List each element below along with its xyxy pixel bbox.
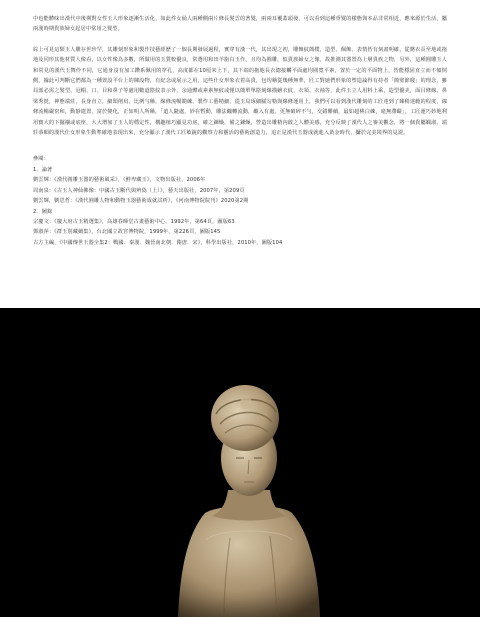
article-paragraph-1: 中也能體味出漢代中後期對女性玉人形象逐漸生活化，如此件女俑人兩種側兩片條長髮雲的著髮，兩兩耳覆蓋頭發，可以看到這種垂髮的樣態與本品非常相近，應來源於生活，屬兩漢時期貴族婦女起居中常用之髮型。 (33, 16, 447, 33)
reference-item: 古方主編，《中國傳世玉器全集2：戰國．秦漢．魏晉南北朝．隋唐．宋》，科學出版社，2010年，圖版104 (33, 239, 283, 246)
jade-figure-photo (0, 308, 480, 617)
jade-figure-illustration (0, 308, 480, 617)
references-section-2-label: 2．圖錄 (33, 208, 53, 215)
reference-item: 劉雲輝：《漢代圓雕玉器的藝術風采》，《鮮卑藏玉》，文物出版社，2006年 (33, 177, 206, 184)
reference-item: 鄧淑萍：《群玉別藏續集》，台北國立故宮博物院，1999年，第226頁，圖版145 (33, 229, 221, 236)
article-text (33, 14, 447, 248)
references-heading: 參閱： (33, 156, 49, 163)
reference-item: 宗慶文：《慶大府古玉精選集》，高雄春暉堂古畫藝術中心，1992年，第64頁，圖版63 (33, 218, 235, 225)
reference-item: 劉雲輝，劉思哲：《漢代圓雕人物和動物玉器藝術成就試析》，《河南博物院院刊》2020第2期 (33, 198, 249, 205)
references-section-1-label: 1．論著 (33, 166, 53, 173)
article-paragraph-2: 綜上可見這類玉人雕存世珍罕，其雕刻形象和製作技藝經歷了一個長期發展過程，實穿有漢一代，其出現之初，雕飾紋簡樸，造型、佩飾、表情皆有刻畫明確，從斃衣長至地或拖地及同形其他材質人像看，以女性像為多數，所做用的玉質較優良，常選用和田羊脂白玉作，且均為圓雕，似貴族婦女之像，故推測其器置為上層貴族之物，另外，這種圓雕玉人和常見的漢代玉舞伶不同，它通身沒有加工鑽系佩用的穿孔，高度都在10厘米上下，其下端的拖地長衣總接觸平面處均圓寬平素，置於一定的平面物上，皆能穩固直立而不傾倒側，據此可判斷它們都為一種置設平台上的陳設物，有紀念或展示之用，這些什女形象衣着高貴，包均稱從幾種無華，匠工對她們形象的塑造論得有持者「簡璧節賤」的理念，雖局部必需之髮型、冠帽、口、目和鼻子等處用數道陰紋表示外，余通體或素素無紋或僅以簡單單陰刻線描繪衣紋，衣領、衣袖等，此件玉立人用料上乘，造型優美，面目條線，鼻梁秀挺，神態端莊，長身直立，細頸削肩，比例勻稱，線條流暢簡練，製作工藝精細，從玉局琢細膩勾勒與線條運用上，我們可以看到漢代雕刻的工匠達到了臻稍達範的程度，線條流暢嚴密和，動靜遣置，富於變化，正如明人所稱，「道人隨處，妙在暫動，雕法纏轉流動，繼入有處，更無破碎不勻，交錯難續，最如超桃白練，毫無滯礙」，工匠運巧妙地利用寶大的下擺襯或底座，大大增加了玉人的穩定性，構趣植巧顯見功底，確之鍊燥，備之鍊燥，營造出雕精內斂之人體美感，充分反映了漢代人之審美觀念，將一個貴屬嫻淑、端莊恭順的漢代仕女形象生動準確地表現出來，充分顯示了漢代工匠敏銳的觀察力和靈活的藝術創造力，追正是漢代玉器成就進入黃金時代，攝於完美境界的見證。 (33, 46, 447, 137)
reference-item: 周南泉：《古玉人神仙佛像：中國古玉斷代與辨偽（上）》，藝天出版社，2007年，第209頁 (33, 187, 245, 194)
